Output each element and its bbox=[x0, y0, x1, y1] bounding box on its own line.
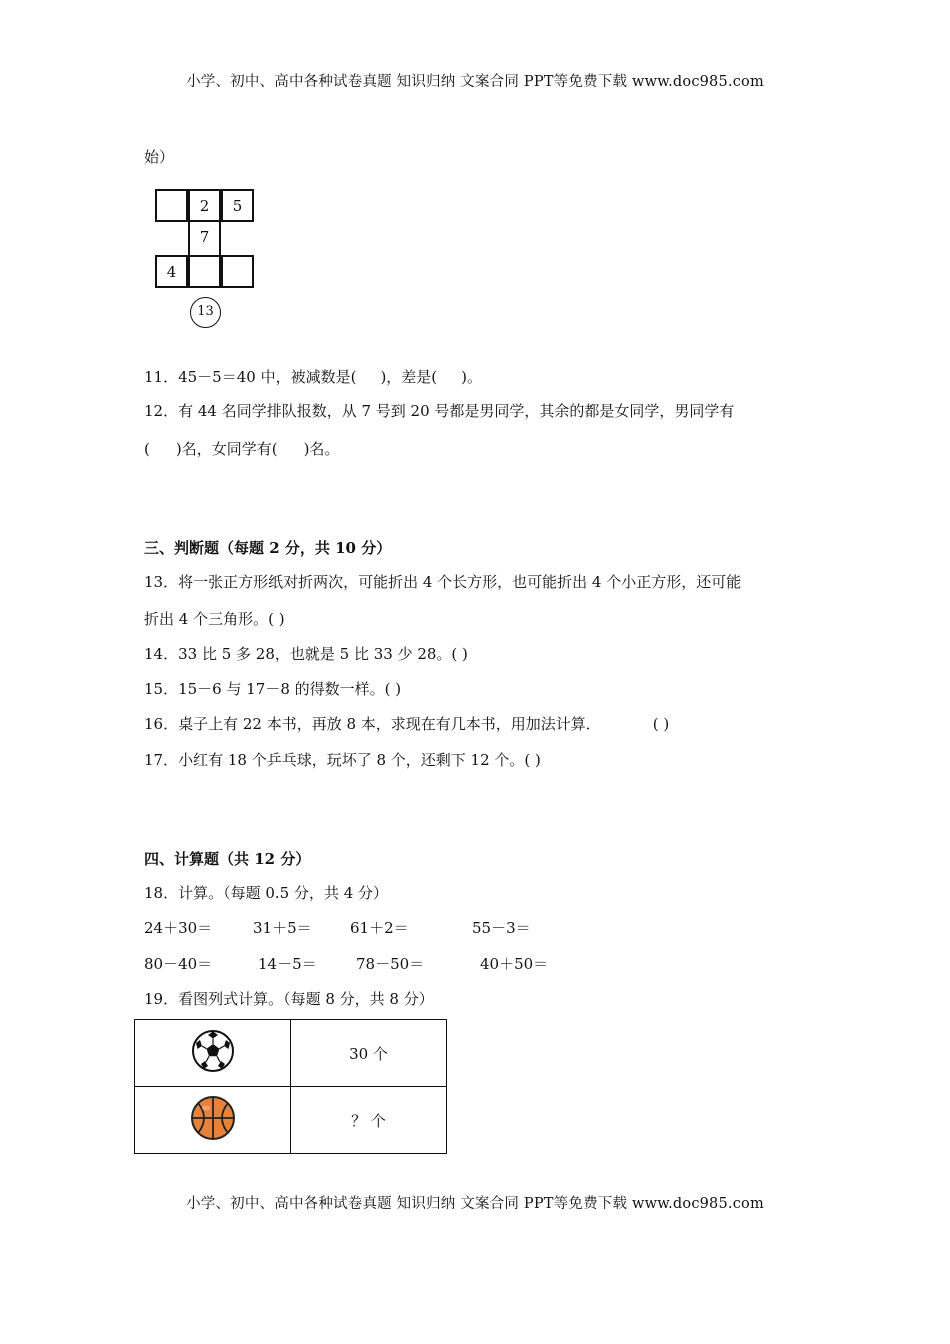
picture-table bbox=[134, 1019, 447, 1154]
question-16 bbox=[144, 713, 669, 734]
table-cell-icon bbox=[135, 1087, 291, 1154]
calc-row-1-item-4: 55－3＝ bbox=[472, 919, 531, 937]
calc-row-1-item-3: 61＋2＝ bbox=[350, 919, 409, 937]
question-11 bbox=[144, 366, 482, 387]
grid-cell-r1c1 bbox=[155, 189, 188, 222]
q11-text-c: )。 bbox=[461, 368, 483, 386]
grid-circle-total: 13 bbox=[190, 297, 221, 328]
page-footer: 小学、初中、高中各种试卷真题 知识归纳 文案合同 PPT等免费下载 www.doc985.com bbox=[186, 1196, 764, 1212]
q16-text: 16．桌子上有 22 本书，再放 8 本，求现在有几本书，用加法计算． bbox=[144, 715, 601, 733]
basketball-count: ？ 个 bbox=[291, 1087, 447, 1154]
grid-cell-r3c3 bbox=[221, 255, 254, 288]
q10-tail: 始） bbox=[144, 148, 175, 166]
question-12-line1: 12．有 44 名同学排队报数，从 7 号到 20 号都是男同学，其余的都是女同学，男同学有 bbox=[144, 402, 735, 420]
grid-cell-r3c1: 4 bbox=[155, 255, 188, 288]
grid-cell-r2c2: 7 bbox=[188, 222, 221, 255]
calc-row-2-item-4: 40＋50＝ bbox=[480, 955, 549, 973]
page-header: 小学、初中、高中各种试卷真题 知识归纳 文案合同 PPT等免费下载 www.doc985.com bbox=[186, 74, 764, 90]
calc-row-2-item-2: 14－5＝ bbox=[258, 955, 317, 973]
calc-row-1-item-1: 24＋30＝ bbox=[144, 919, 213, 937]
table-cell-icon bbox=[135, 1020, 291, 1087]
table-row bbox=[135, 1087, 447, 1154]
question-18-title: 18．计算。（每题 0.5 分，共 4 分） bbox=[144, 884, 389, 902]
question-12-line2 bbox=[144, 438, 339, 459]
calc-row-1-item-2: 31＋5＝ bbox=[253, 919, 312, 937]
question-15: 15．15－6 与 17－8 的得数一样。( ) bbox=[144, 680, 402, 698]
calc-row-2-item-3: 78－50＝ bbox=[356, 955, 425, 973]
calc-row-2-item-1: 80－40＝ bbox=[144, 955, 213, 973]
soccer-count: 30 个 bbox=[291, 1020, 447, 1087]
question-13-line2: 折出 4 个三角形。( ) bbox=[144, 610, 285, 628]
q11-text-b: )，差是( bbox=[380, 368, 438, 386]
q16-bracket: ( ) bbox=[652, 715, 670, 733]
question-17: 17．小红有 18 个乒乓球，玩坏了 8 个，还剩下 12 个。( ) bbox=[144, 751, 541, 769]
grid-cell-r3c2 bbox=[188, 255, 221, 288]
number-grid bbox=[155, 189, 265, 329]
section-4-title: 四、计算题（共 12 分） bbox=[144, 850, 311, 868]
q12-text-a: ( bbox=[144, 440, 150, 458]
soccer-ball-icon bbox=[191, 1029, 235, 1073]
q11-text-a: 11．45－5＝40 中，被减数是( bbox=[144, 368, 357, 386]
section-3-title: 三、判断题（每题 2 分，共 10 分） bbox=[144, 539, 392, 557]
question-14: 14．33 比 5 多 28，也就是 5 比 33 少 28。( ) bbox=[144, 645, 468, 663]
question-19-title: 19．看图列式计算。（每题 8 分，共 8 分） bbox=[144, 990, 434, 1008]
q12-text-c: )名。 bbox=[303, 440, 340, 458]
grid-cell-r1c2: 2 bbox=[188, 189, 221, 222]
grid-cell-r1c3: 5 bbox=[221, 189, 254, 222]
basketball-icon bbox=[190, 1095, 236, 1141]
question-13-line1: 13．将一张正方形纸对折两次，可能折出 4 个长方形，也可能折出 4 个小正方形，还可能 bbox=[144, 573, 742, 591]
q12-text-b: )名，女同学有( bbox=[175, 440, 278, 458]
table-row bbox=[135, 1020, 447, 1087]
